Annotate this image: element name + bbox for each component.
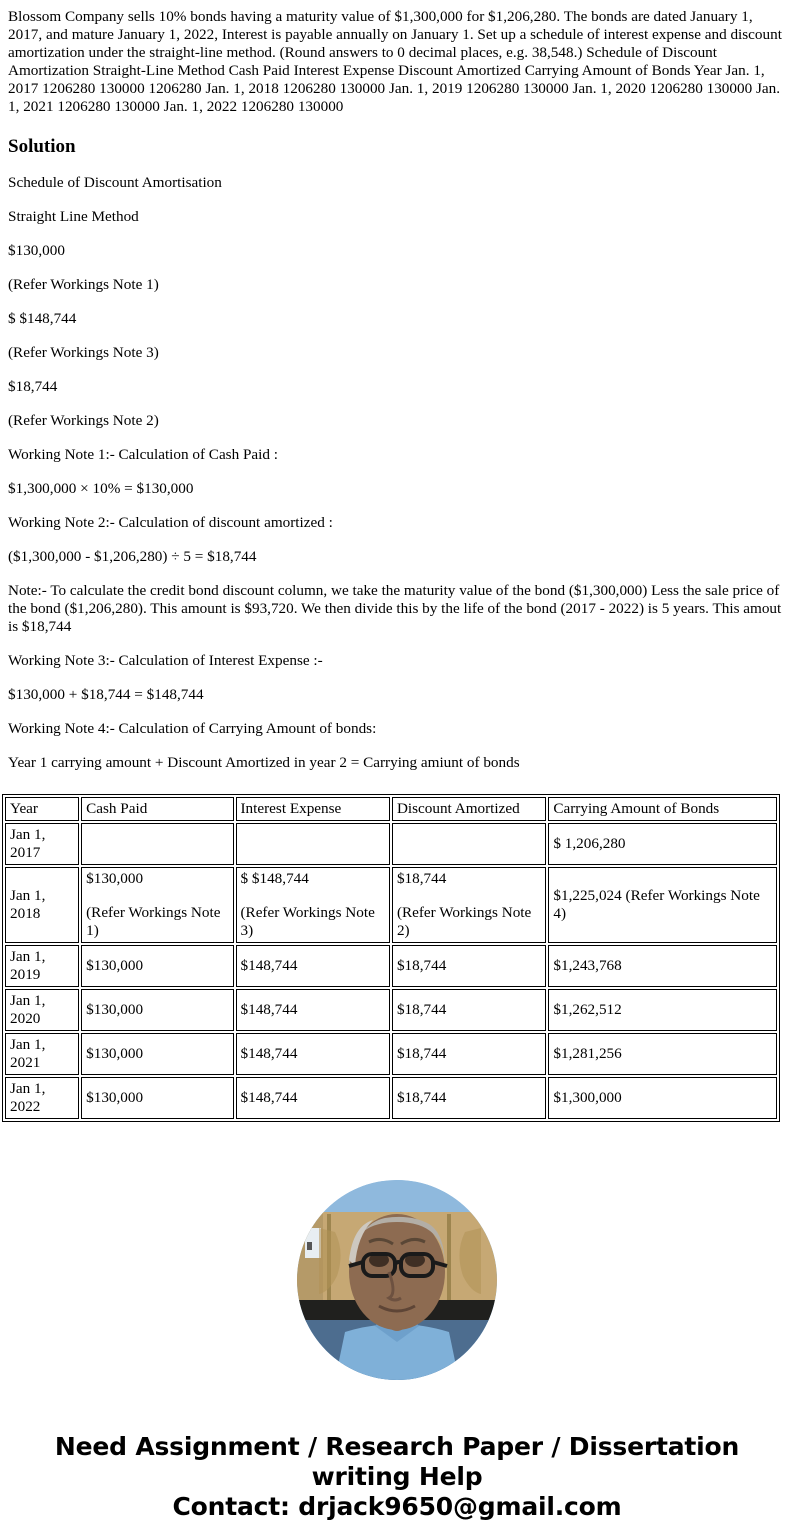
cell-discount-amortized bbox=[392, 823, 546, 865]
cell-cash-paid: $130,000 bbox=[81, 945, 233, 987]
column-header-interest-expense: Interest Expense bbox=[236, 797, 390, 821]
column-header-cash-paid: Cash Paid bbox=[81, 797, 233, 821]
column-header-carrying-amount: Carrying Amount of Bonds bbox=[548, 797, 777, 821]
working-note-2-heading: Working Note 2:- Calculation of discount amortized : bbox=[8, 514, 333, 531]
table-header-row bbox=[5, 797, 777, 821]
footer bbox=[0, 1432, 794, 1522]
working-note-4-calc: Year 1 carrying amount + Discount Amortized in year 2 = Carrying amiunt of bonds bbox=[8, 754, 520, 771]
cell-year: Jan 1, 2017 bbox=[5, 823, 79, 865]
table-row bbox=[5, 989, 777, 1031]
cell-carrying-amount: $1,281,256 bbox=[548, 1033, 777, 1075]
cell-discount-amortized: $18,744 bbox=[392, 1077, 546, 1119]
column-header-year: Year bbox=[5, 797, 79, 821]
cell-note: (Refer Workings Note 2) bbox=[396, 904, 532, 939]
discount-explanation-note: Note:- To calculate the credit bond discount column, we take the maturity value of the bond ($1,300,000) Less the sale price of the bond ($1,206,280). This amount is $93,720. We then divide this by the life of the bond (2017 - 2022) is 5 years. This amout is $18,744 bbox=[8, 582, 782, 635]
column-header-discount-amortized: Discount Amortized bbox=[392, 797, 546, 821]
table-row bbox=[5, 823, 777, 865]
table-row bbox=[5, 1077, 777, 1119]
cell-year: Jan 1, 2019 bbox=[5, 945, 79, 987]
footer-contact: Contact: drjack9650@gmail.com bbox=[172, 1492, 622, 1521]
cell-carrying-amount: $1,300,000 bbox=[548, 1077, 777, 1119]
cell-year: Jan 1, 2022 bbox=[5, 1077, 79, 1119]
intro-paragraph: Blossom Company sells 10% bonds having a maturity value of $1,300,000 for $1,206,280. The bonds are dated January 1, 2017, and mature January 1, 2022, Interest is payable annually on January 1. Set up a schedule of interest expense and discount amortization under the straight-line method. (Round answers to 0 decimal places, e.g. 38,548.) Schedule of Discount Amortization Straight-Line Method Cash Paid Interest Expense Discount Amortized Carrying Amount of Bonds Year Jan. 1, 2017 1206280 130000 1206280 Jan. 1, 2018 1206280 130000 Jan. 1, 2019 1206280 130000 Jan. 1, 2020 1206280 130000 Jan. 1, 2021 1206280 130000 Jan. 1, 2022 1206280 130000 bbox=[8, 8, 782, 115]
solution-line-note1-ref: (Refer Workings Note 1) bbox=[8, 276, 159, 293]
working-note-2-calc: ($1,300,000 - $1,206,280) ÷ 5 = $18,744 bbox=[8, 548, 257, 565]
solution-line-discount-value: $18,744 bbox=[8, 378, 58, 395]
cell-value: $18,744 bbox=[396, 870, 447, 887]
table-row bbox=[5, 945, 777, 987]
cell-interest-expense: $148,744 bbox=[236, 945, 390, 987]
solution-line-cash-paid-value: $130,000 bbox=[8, 242, 65, 259]
working-note-3-calc: $130,000 + $18,744 = $148,744 bbox=[8, 686, 204, 703]
cell-cash-paid: $130,000 bbox=[81, 989, 233, 1031]
working-note-1-calc: $1,300,000 × 10% = $130,000 bbox=[8, 480, 194, 497]
solution-line-method: Straight Line Method bbox=[8, 208, 139, 225]
cell-interest-expense bbox=[236, 867, 390, 943]
amortization-schedule-table bbox=[2, 794, 780, 1122]
cell-discount-amortized: $18,744 bbox=[392, 945, 546, 987]
page-title: Solution bbox=[8, 136, 76, 157]
avatar bbox=[297, 1180, 497, 1380]
solution-line-note3-ref: (Refer Workings Note 3) bbox=[8, 344, 159, 361]
cell-note: (Refer Workings Note 3) bbox=[240, 904, 375, 939]
cell-discount-amortized bbox=[392, 867, 546, 943]
profile-photo-icon bbox=[297, 1180, 497, 1380]
working-note-4-heading: Working Note 4:- Calculation of Carrying Amount of bonds: bbox=[8, 720, 377, 737]
cell-note: (Refer Workings Note 1) bbox=[86, 904, 221, 939]
cell-value: $ $148,744 bbox=[240, 870, 309, 887]
cell-interest-expense: $148,744 bbox=[236, 1033, 390, 1075]
cell-discount-amortized: $18,744 bbox=[392, 1033, 546, 1075]
table-row bbox=[5, 867, 777, 943]
cell-interest-expense: $148,744 bbox=[236, 989, 390, 1031]
solution-line-schedule: Schedule of Discount Amortisation bbox=[8, 174, 222, 191]
cell-cash-paid bbox=[81, 823, 233, 865]
footer-headline: Need Assignment / Research Paper / Dissertation writing Help bbox=[54, 1432, 740, 1491]
cell-value: $130,000 bbox=[86, 870, 144, 887]
cell-carrying-amount: $1,262,512 bbox=[548, 989, 777, 1031]
cell-carrying-amount: $1,225,024 (Refer Workings Note 4) bbox=[548, 867, 777, 943]
cell-cash-paid bbox=[81, 867, 233, 943]
solution-line-note2-ref: (Refer Workings Note 2) bbox=[8, 412, 159, 429]
avatar-container bbox=[0, 1180, 794, 1380]
cell-interest-expense bbox=[236, 823, 390, 865]
cell-carrying-amount: $ 1,206,280 bbox=[548, 823, 777, 865]
cell-cash-paid: $130,000 bbox=[81, 1077, 233, 1119]
table-row bbox=[5, 1033, 777, 1075]
cell-cash-paid: $130,000 bbox=[81, 1033, 233, 1075]
cell-year: Jan 1, 2020 bbox=[5, 989, 79, 1031]
working-note-3-heading: Working Note 3:- Calculation of Interest Expense :- bbox=[8, 652, 323, 669]
solution-line-interest-value: $ $148,744 bbox=[8, 310, 77, 327]
cell-discount-amortized: $18,744 bbox=[392, 989, 546, 1031]
cell-year: Jan 1, 2018 bbox=[5, 867, 79, 943]
cell-year: Jan 1, 2021 bbox=[5, 1033, 79, 1075]
cell-carrying-amount: $1,243,768 bbox=[548, 945, 777, 987]
working-note-1-heading: Working Note 1:- Calculation of Cash Paid : bbox=[8, 446, 278, 463]
cell-interest-expense: $148,744 bbox=[236, 1077, 390, 1119]
